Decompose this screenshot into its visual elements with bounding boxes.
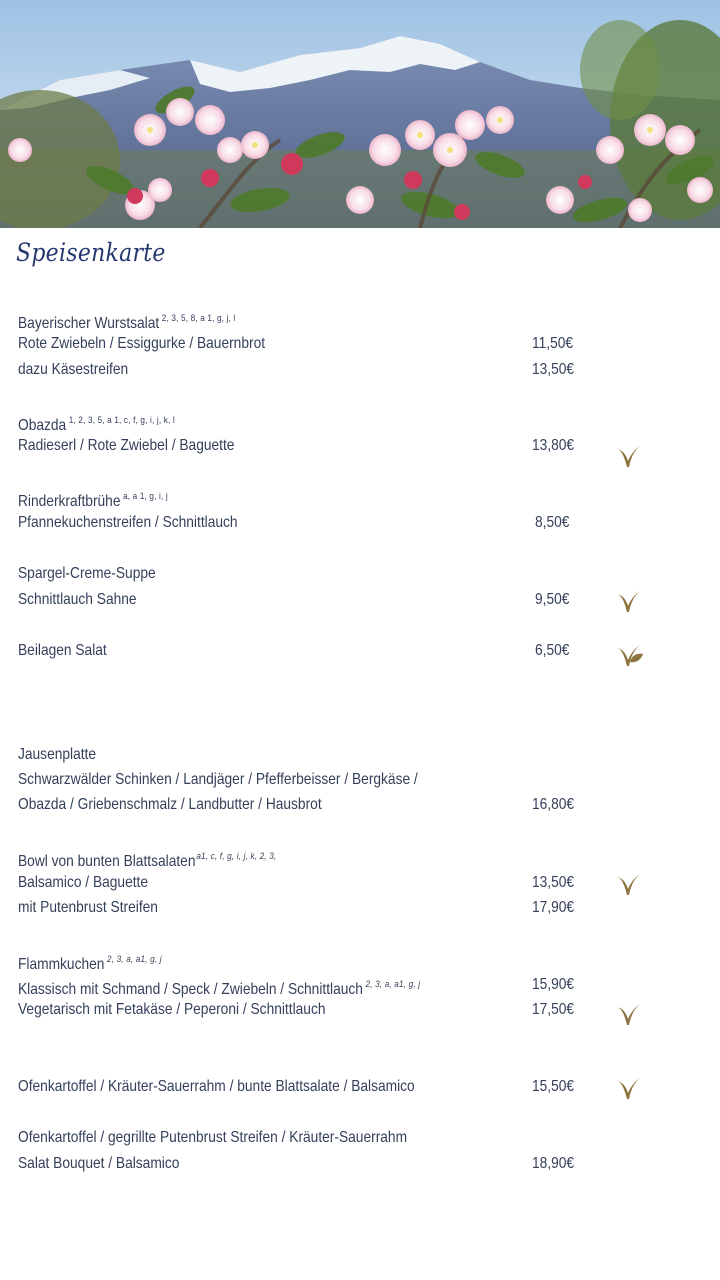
dish-name: Spargel-Creme-Suppe: [18, 565, 156, 582]
dish-description: Rote Zwiebeln / Essiggurke / Bauernbrot: [18, 335, 266, 352]
vegetarian-icon: [614, 1075, 644, 1103]
dish-name: Rinderkraftbrühe $^{a, a 1, g, i, j}$: [18, 491, 168, 510]
dish-description: Klassisch mit Schmand / Speck / Zwiebeln / Schnittlauch $^{2, 3, a, a1, g, j}$: [18, 979, 421, 998]
price: 18,90€: [532, 1155, 575, 1172]
price: 9,50€: [535, 591, 570, 608]
dish-description: Pfannekuchenstreifen / Schnittlauch: [18, 514, 238, 531]
price: 17,50€: [532, 1001, 575, 1018]
vegetarian-icon: [614, 871, 644, 899]
dish-name: Beilagen Salat: [18, 642, 107, 659]
price: 13,80€: [532, 437, 575, 454]
menu-title: Speisenkarte: [16, 238, 166, 267]
price: 17,90€: [532, 899, 575, 916]
price: 15,50€: [532, 1078, 575, 1095]
dish-description: Schnittlauch Sahne: [18, 591, 137, 608]
dish-description: Schwarzwälder Schinken / Landjäger / Pfefferbeisser / Bergkäse /: [18, 771, 418, 788]
price: 11,50€: [532, 335, 574, 352]
price: 15,90€: [532, 976, 575, 993]
price: 6,50€: [535, 642, 570, 659]
vegetarian-icon: [614, 588, 644, 616]
dish-name: Obazda $^{1, 2, 3, 5, a 1, c, f, g, i, j, k, l}$: [18, 415, 175, 434]
dish-description: Salat Bouquet / Balsamico: [18, 1155, 180, 1172]
price: 13,50€: [532, 874, 575, 891]
dish-description: dazu Käsestreifen: [18, 361, 129, 378]
dish-description: Vegetarisch mit Fetakäse / Peperoni / Schnittlauch: [18, 1001, 326, 1018]
vegan-icon: [614, 642, 644, 670]
dish-description: mit Putenbrust Streifen: [18, 899, 158, 916]
price: 13,50€: [532, 361, 575, 378]
dish-name: Bayerischer Wurstsalat $^{2, 3, 5, 8, a 1, g, j, l}$: [18, 313, 236, 332]
dish-name: Bowl von bunten Blattsalaten$^{a1, c, f, g, i, j, k, 2, 3,}$: [18, 851, 277, 870]
vegetarian-icon: [614, 1001, 644, 1029]
dish-name: Ofenkartoffel / Kräuter-Sauerrahm / bunte Blattsalate / Balsamico: [18, 1078, 415, 1095]
dish-description: Radieserl / Rote Zwiebel / Baguette: [18, 437, 235, 454]
dish-description: Balsamico / Baguette: [18, 874, 149, 891]
dish-name: Jausenplatte: [18, 746, 97, 763]
price: 16,80€: [532, 796, 575, 813]
dish-name: Ofenkartoffel / gegrillte Putenbrust Streifen / Kräuter-Sauerrahm: [18, 1129, 408, 1146]
dish-description: Obazda / Griebenschmalz / Landbutter / Hausbrot: [18, 796, 322, 813]
price: 8,50€: [535, 514, 570, 531]
dish-name: Flammkuchen $^{2, 3, a, a1, g, j}$: [18, 954, 162, 973]
vegetarian-icon: [614, 443, 644, 471]
